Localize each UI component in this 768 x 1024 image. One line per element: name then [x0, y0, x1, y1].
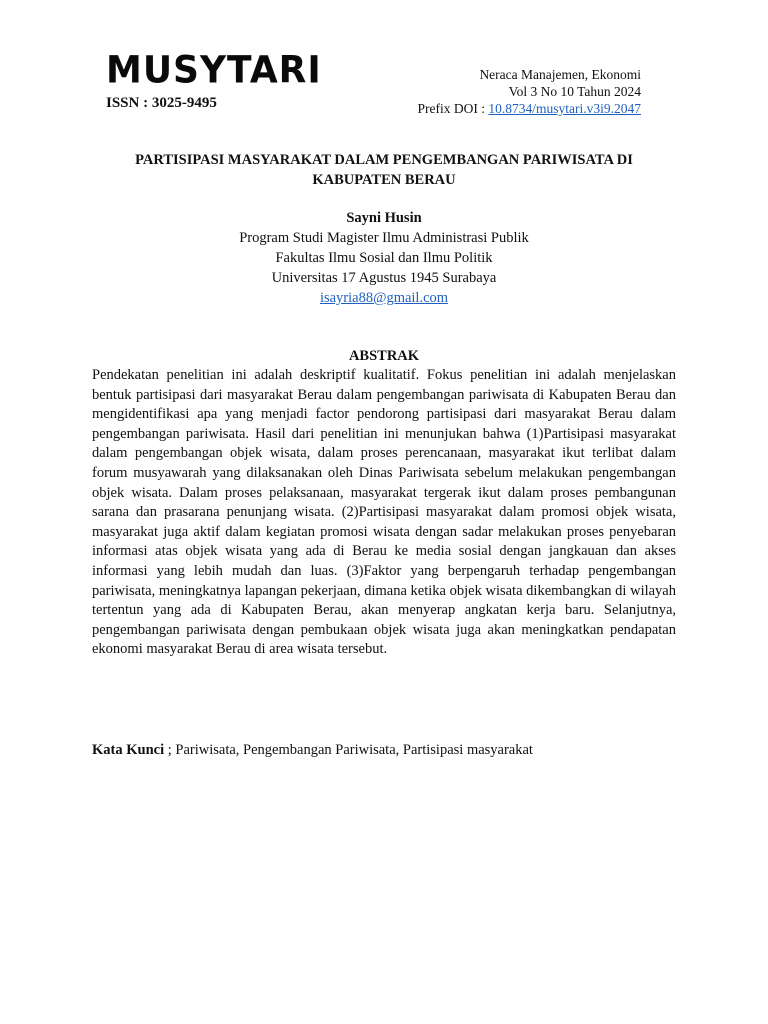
author-program: Program Studi Magister Ilmu Administrasi Publik	[239, 230, 529, 246]
author-university: Universitas 17 Agustus 1945 Surabaya	[271, 270, 497, 286]
journal-meta	[418, 66, 642, 117]
page-header	[0, 0, 768, 130]
abstract-heading: ABSTRAK	[348, 348, 420, 364]
author-block	[92, 208, 676, 308]
author-email-link[interactable]: isayria88@gmail.com	[319, 290, 449, 306]
doi-link[interactable]: 10.8734/musytari.v3i9.2047	[488, 101, 641, 116]
journal-subtitle: Neraca Manajemen, Ekonomi	[479, 67, 641, 82]
keywords-text: ; Pariwisata, Pengembangan Pariwisata, Partisipasi masyarakat	[164, 742, 533, 758]
author-faculty: Fakultas Ilmu Sosial dan Ilmu Politik	[275, 250, 493, 266]
doi-line	[418, 100, 642, 117]
issn-number: ISSN : 3025-9495	[106, 95, 217, 111]
paper-title-line-1: PARTISIPASI MASYARAKAT DALAM PENGEMBANGAN PARIWISATA DI	[135, 152, 633, 168]
paper-title-line-2: KABUPATEN BERAU	[312, 172, 456, 188]
keywords-label: Kata Kunci	[92, 742, 165, 758]
doi-label: Prefix DOI :	[417, 101, 489, 116]
paper-title	[92, 150, 676, 190]
keywords-line	[92, 740, 676, 760]
author-name: Sayni Husin	[346, 210, 422, 226]
journal-volume: Vol 3 No 10 Tahun 2024	[508, 84, 641, 99]
journal-logo: MUSYTARI	[106, 48, 322, 92]
abstract-body: Pendekatan penelitian ini adalah deskriptif kualitatif. Fokus penelitian ini adalah menjelaskan bentuk partisipasi dari masyarakat Berau dalam pengembangan pariwisata di Kabupaten Berau dan mengidentifikasi apa yang menjadi factor pendorong partisipasi dari masyarakat Berau dalam pengembangan pariwisata. Hasil dari penelitian ini menunjukan bahwa (1)Partisipasi masyarakat dalam pengembangan objek wisata, dalam proses perencanaan, masyarakat ikut terlibat dalam forum musyawarah yang dilaksanakan oleh Dinas Pariwisata sebelum melakukan pengembangan objek wisata. Dalam proses pelaksanaan, masyarakat tergerak ikut dalam proses pembangunan sarana dan prasarana penunjang wisata. (2)Partisipasi masyarakat dalam promosi objek wisata, masyarakat juga aktif dalam kegiatan promosi wisata dengan sadar melakukan proses penyebaran informasi atas objek wisata yang ada di Berau ke media sosial dengan jangkauan dan akses informasi yang lebih mudah dan luas. (3)Faktor yang berpengaruh terhadap pengembangan pariwisata, meningkatnya lapangan pekerjaan, dimana ketika objek wisata dikembangkan di wilayah tertentun yang ada di Kabupaten Berau, akan menyerap angkatan kerja baru. Selanjutnya, pengembangan pariwisata dengan pembukaan objek wisata juga akan meningkatkan pendapatan ekonomi masyarakat Berau di area wisata tersebut.	[92, 367, 676, 658]
